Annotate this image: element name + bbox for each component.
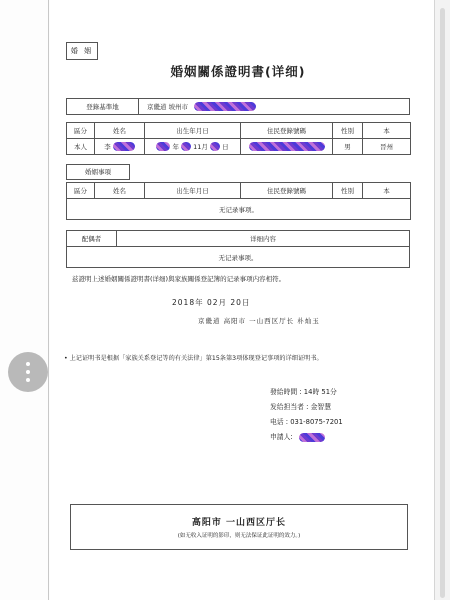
birth-month: 11月 [193, 142, 208, 151]
col-header: 姓名 [95, 183, 145, 199]
col-header: 住民登錄號碼 [241, 183, 333, 199]
issue-date: 2018年 02月 20日 [172, 298, 251, 307]
issue-time: 發給時間 : 14時 51分 [270, 388, 337, 396]
marriage-section-tag: 婚姻事項 [66, 164, 130, 180]
registration-base-table [66, 98, 410, 115]
registration-base-value-cell [139, 99, 410, 115]
name-prefix: 李 [104, 142, 111, 151]
spouse-no-record: 无记录事项。 [67, 247, 410, 268]
redaction-mark [194, 102, 256, 111]
birth-date-cell [145, 139, 241, 155]
legal-note: • 上记证明书是根据「家族关系登记等的有关法律」第15条第3项体现登记事项的详细证明书。 [64, 355, 323, 362]
redaction-mark [299, 433, 325, 442]
scrollbar[interactable] [434, 0, 450, 600]
origin-cell: 晉州 [363, 139, 411, 155]
row-category: 本人 [67, 139, 95, 155]
applicant-label: 申請人: [270, 433, 293, 441]
gender-cell: 男 [333, 139, 363, 155]
col-header: 本 [363, 183, 411, 199]
col-header: 本 [363, 123, 411, 139]
redaction-mark [156, 142, 170, 151]
table-row [67, 139, 411, 155]
redaction-mark [249, 142, 325, 151]
col-header: 區分 [67, 183, 95, 199]
registration-base-label: 登錄基準地 [67, 99, 139, 115]
document-type-tag: 婚 姻 [66, 42, 98, 60]
col-header: 出生年月日 [145, 123, 241, 139]
viewer-divider [48, 0, 49, 600]
issuing-officer: 发给担当者 : 金智慧 [270, 403, 331, 411]
certification-statement: 兹證明上述婚姻關係證明書(详细)與家族關係登記簿的记录事项内容相符。 [72, 275, 286, 283]
marriage-no-record: 无记录事项。 [67, 199, 411, 220]
redaction-mark [210, 142, 220, 151]
col-header: 住民登錄號碼 [241, 123, 333, 139]
seal-subtitle: (如无收入证明的影印，则无法保证此证明的效力。) [177, 533, 301, 539]
table-header-row [67, 231, 410, 247]
page-title: 婚姻關係證明書(详细) [170, 64, 306, 79]
col-header: 姓名 [95, 123, 145, 139]
viewer-left-margin [0, 0, 50, 600]
resident-number-cell [241, 139, 333, 155]
seal-title: 高阳市 一山西区厅长 [191, 518, 287, 528]
col-header: 出生年月日 [145, 183, 241, 199]
name-cell [95, 139, 145, 155]
birth-year: 年 [172, 142, 179, 151]
registration-base-value: 京畿道 坡州市 [147, 102, 189, 111]
seal-box [70, 504, 408, 550]
applicant-line [270, 431, 325, 442]
marriage-table [66, 182, 411, 220]
more-vertical-icon[interactable] [8, 352, 48, 392]
redaction-mark [113, 142, 135, 151]
col-header: 性別 [333, 183, 363, 199]
scrollbar-thumb[interactable] [440, 8, 445, 598]
table-header-row [67, 123, 411, 139]
col-header: 區分 [67, 123, 95, 139]
document-page [58, 0, 418, 600]
birth-day: 日 [222, 142, 229, 151]
issuer-line: 京畿道 高阳市 一山西区厅长 朴灿玉 [198, 317, 320, 325]
spouse-label: 配偶者 [67, 231, 117, 247]
detail-header: 详细内容 [117, 231, 410, 247]
spouse-table [66, 230, 410, 268]
contact-phone: 电话 : 031-8075-7201 [270, 418, 343, 426]
redaction-mark [181, 142, 191, 151]
col-header: 性別 [333, 123, 363, 139]
person-table [66, 122, 411, 155]
table-header-row [67, 183, 411, 199]
